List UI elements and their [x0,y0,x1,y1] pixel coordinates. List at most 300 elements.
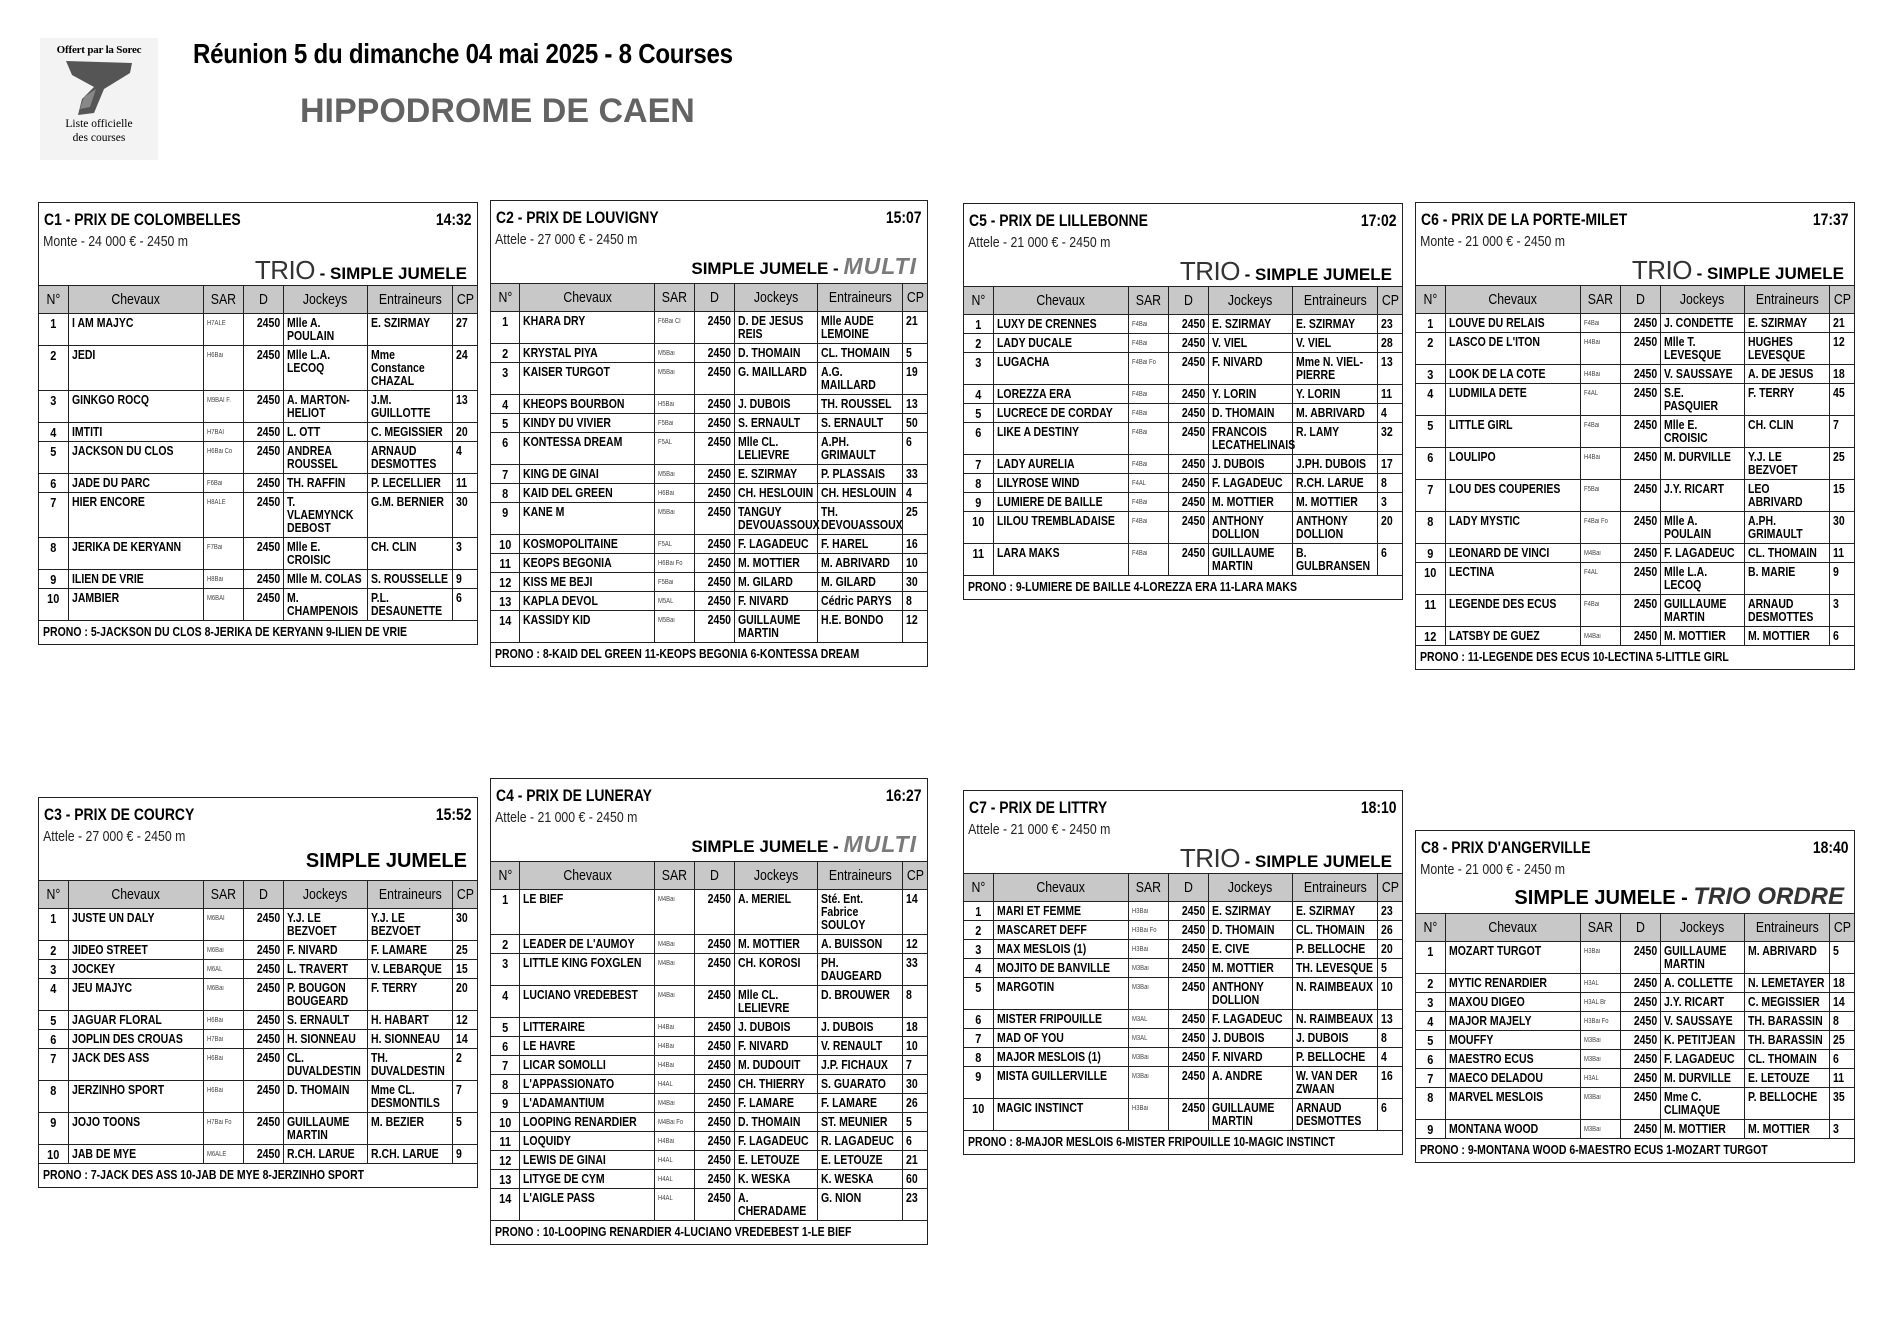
runner-number: 8 [964,474,993,493]
horse-name: LOOK DE LA COTE [1445,365,1580,384]
horse-name: JEU MAJYC [68,979,203,1011]
runner-sar: M4Bai [654,890,694,935]
runner-number: 5 [39,442,68,474]
runner-number: 11 [964,544,993,576]
table-row [1416,993,1854,1012]
col-header-distance: D [695,862,735,890]
runner-sar: M3Bai [1580,1031,1620,1050]
trainer-name: S. ERNAULT [818,414,903,433]
table-row [491,554,927,573]
runner-number: 4 [39,423,68,442]
jockey-name: D. DE JESUS REIS [735,312,818,344]
race-time: 17:37 [1812,210,1848,229]
col-header-num: N° [964,874,993,902]
runner-sar: F4Bai [1580,314,1620,333]
runner-sar: H7ALE [203,314,243,346]
runner-cp: 27 [452,314,477,346]
runner-cp: 2 [452,1049,477,1081]
runner-distance: 2450 [1168,544,1208,576]
horse-name: KANE M [520,503,655,535]
runner-sar: M6ALE [203,1145,243,1164]
horse-name: LUDMILA DETE [1445,384,1580,416]
horse-name: MARGOTIN [993,978,1128,1010]
trainer-name: D. BROUWER [818,986,903,1018]
race-name: C8 - PRIX D'ANGERVILLE [1421,838,1591,857]
runner-number: 4 [964,385,993,404]
col-header-trainer: Entraineurs [1292,287,1377,315]
col-header-jockey: Jockeys [1661,914,1745,942]
bet-type-label: SIMPLE JUMELE [305,850,467,872]
table-row [39,979,477,1011]
race-header [39,798,477,826]
runner-number: 2 [39,941,68,960]
col-header-trainer: Entraineurs [1292,874,1377,902]
race-card-c7 [963,790,1403,1155]
runner-cp: 21 [902,312,927,344]
runner-cp: 4 [1377,1048,1402,1067]
runners-table [1416,285,1854,669]
table-row [964,978,1402,1010]
runner-distance: 2450 [1620,974,1660,993]
bet-types [964,843,1402,873]
runner-number: 10 [964,1099,993,1131]
runner-sar: M6AL [203,960,243,979]
sorec-logo [40,38,158,160]
jockey-name: CH. HESLOUIN [735,484,818,503]
col-header-cp: CP [452,881,477,909]
horse-name: MOZART TURGOT [1445,942,1580,974]
race-time: 14:32 [435,210,471,229]
runner-distance: 2450 [1168,1099,1208,1131]
runner-sar: H6Bai [203,1011,243,1030]
table-row [1416,480,1854,512]
runner-distance: 2450 [243,1113,283,1145]
table-row [1416,1069,1854,1088]
runner-distance: 2450 [243,589,283,621]
jockey-name: D. THOMAIN [735,1113,818,1132]
runner-cp: 6 [1829,627,1854,646]
bet-type-label: TRIO [1179,843,1240,873]
col-header-distance: D [1168,874,1208,902]
horse-name: KEOPS BEGONIA [520,554,655,573]
runner-number: 8 [491,484,520,503]
runner-cp: 30 [902,1075,927,1094]
runner-cp: 20 [1377,940,1402,959]
runner-number: 10 [39,589,68,621]
runner-sar: M3Bai [1128,1048,1168,1067]
runner-distance: 2450 [243,960,283,979]
race-header [491,779,927,807]
trainer-name: P. BELLOCHE [1292,940,1377,959]
trainer-name: H.E. BONDO [818,611,903,643]
runner-sar: F4AL [1580,384,1620,416]
table-row [491,1018,927,1037]
runner-distance: 2450 [1168,940,1208,959]
runner-sar: H6Bai Fo [654,554,694,573]
runner-sar: H6Bai [203,346,243,391]
runner-distance: 2450 [1620,1050,1660,1069]
runner-sar: H4Bai [1580,448,1620,480]
runner-sar: H8ALE [203,493,243,538]
runner-number: 10 [1416,563,1445,595]
runner-cp: 15 [452,960,477,979]
table-row [39,1011,477,1030]
runner-number: 6 [964,1010,993,1029]
table-row [964,1029,1402,1048]
runner-cp: 3 [1377,493,1402,512]
trainer-name: H. SIONNEAU [367,1030,452,1049]
runner-number: 8 [964,1048,993,1067]
horse-name: MISTER FRIPOUILLE [993,1010,1128,1029]
trainer-name: ST. MEUNIER [818,1113,903,1132]
runner-cp: 45 [1829,384,1854,416]
runner-distance: 2450 [1168,902,1208,921]
runner-cp: 18 [902,1018,927,1037]
horse-name: LITYGE DE CYM [520,1170,655,1189]
runner-cp: 33 [902,954,927,986]
horse-name: LITTERAIRE [520,1018,655,1037]
trainer-name: J.M. GUILLOTTE [367,391,452,423]
runner-distance: 2450 [243,570,283,589]
trainer-name: C. MEGISSIER [367,423,452,442]
trainer-name: N. RAIMBEAUX [1292,978,1377,1010]
runner-number: 1 [491,312,520,344]
col-header-cp: CP [902,284,927,312]
col-header-sar: SAR [654,862,694,890]
runner-sar: F4AL [1580,563,1620,595]
table-row [39,474,477,493]
runner-distance: 2450 [1620,563,1660,595]
runner-sar: H3Bai [1128,940,1168,959]
runner-cp: 28 [1377,334,1402,353]
runner-distance: 2450 [243,941,283,960]
runner-number: 9 [491,1094,520,1113]
race-time: 17:02 [1360,211,1396,230]
jockey-name: GUILLAUME MARTIN [1209,1099,1293,1131]
jockey-name: M. MOTTIER [1209,493,1293,512]
table-row [39,314,477,346]
runner-distance: 2450 [695,433,735,465]
trainer-name: E. SZIRMAY [1292,315,1377,334]
horse-name: LARA MAKS [993,544,1128,576]
runner-sar: M3Bai [1580,1050,1620,1069]
runner-number: 1 [39,909,68,941]
table-row [1416,627,1854,646]
table-row [964,959,1402,978]
col-header-sar: SAR [1580,914,1620,942]
horse-name: JAB DE MYE [68,1145,203,1164]
jockey-name: ANTHONY DOLLION [1209,978,1293,1010]
col-header-sar: SAR [1128,287,1168,315]
runner-cp: 21 [1829,314,1854,333]
runner-cp: 8 [1377,474,1402,493]
race-card-c2 [490,200,928,667]
jockey-name: D. THOMAIN [1209,921,1293,940]
runner-distance: 2450 [695,465,735,484]
jockey-name: D. THOMAIN [735,344,818,363]
horse-name: LOOPING RENARDIER [520,1113,655,1132]
col-header-trainer: Entraineurs [367,286,452,314]
runner-distance: 2450 [695,1018,735,1037]
horse-name: LUGACHA [993,353,1128,385]
runner-number: 9 [491,503,520,535]
col-header-num: N° [39,881,68,909]
runner-number: 1 [1416,942,1445,974]
jockey-name: ANTHONY DOLLION [1209,512,1293,544]
runner-distance: 2450 [243,314,283,346]
runner-sar: F6Bai Cl [654,312,694,344]
table-row [964,1010,1402,1029]
table-row [39,423,477,442]
runner-cp: 4 [1377,404,1402,423]
table-row [491,1189,927,1221]
runner-sar: F4Bai Fo [1580,512,1620,544]
trainer-name: M. ABRIVARD [1292,404,1377,423]
jockey-name: M. DURVILLE [1661,1069,1745,1088]
horse-name: KRYSTAL PIYA [520,344,655,363]
col-header-cp: CP [1377,287,1402,315]
trainer-name: Y. LORIN [1292,385,1377,404]
runner-distance: 2450 [1168,512,1208,544]
runner-sar: M6Bai [203,941,243,960]
race-name: C1 - PRIX DE COLOMBELLES [44,210,241,229]
table-row [1416,1120,1854,1139]
runner-distance: 2450 [695,554,735,573]
table-row [1416,595,1854,627]
race-header [964,791,1402,819]
runner-number: 7 [964,455,993,474]
trainer-name: TH. LEVESQUE [1292,959,1377,978]
jockey-name: M. MOTTIER [1209,959,1293,978]
horse-name: LUXY DE CRENNES [993,315,1128,334]
runner-sar: F4Bai [1580,416,1620,448]
runner-distance: 2450 [1168,455,1208,474]
race-card-c3 [38,797,478,1188]
runner-distance: 2450 [695,954,735,986]
runner-distance: 2450 [695,1113,735,1132]
table-row [1416,448,1854,480]
prono-row [39,621,477,645]
trainer-name: N. LEMETAYER [1744,974,1829,993]
runner-cp: 13 [1377,1010,1402,1029]
table-row [1416,974,1854,993]
runner-distance: 2450 [1620,512,1660,544]
table-row [491,1132,927,1151]
jockey-name: V. SAUSSAYE [1661,1012,1745,1031]
col-header-jockey: Jockeys [284,881,368,909]
jockey-name: M. MOTTIER [1661,627,1745,646]
jockey-name: E. CIVE [1209,940,1293,959]
jockey-name: J. DUBOIS [1209,1029,1293,1048]
runner-number: 12 [491,1151,520,1170]
runner-number: 8 [1416,1088,1445,1120]
race-name: C5 - PRIX DE LILLEBONNE [969,211,1148,230]
runner-distance: 2450 [695,1037,735,1056]
horse-name: L'AIGLE PASS [520,1189,655,1221]
trainer-name: M. ABRIVARD [1744,942,1829,974]
col-header-trainer: Entraineurs [367,881,452,909]
jockey-name: ANDREA ROUSSEL [284,442,368,474]
runner-number: 12 [1416,627,1445,646]
jockey-name: CH. THIERRY [735,1075,818,1094]
runner-number: 2 [491,935,520,954]
runner-number: 1 [39,314,68,346]
trainer-name: HUGHES LEVESQUE [1744,333,1829,365]
runner-number: 5 [491,1018,520,1037]
runner-cp: 50 [902,414,927,433]
horse-name: JERZINHO SPORT [68,1081,203,1113]
runner-number: 7 [491,1056,520,1075]
horse-name: MISTA GUILLERVILLE [993,1067,1128,1099]
race-card-c1 [38,202,478,645]
horse-name: MAJOR MAJELY [1445,1012,1580,1031]
jockey-name: T. VLAEMYNCK DEBOST [284,493,368,538]
trainer-name: M. ABRIVARD [818,554,903,573]
table-row [964,353,1402,385]
jockey-name: K. WESKA [735,1170,818,1189]
runner-distance: 2450 [243,391,283,423]
jockey-name: V. VIEL [1209,334,1293,353]
runner-number: 8 [491,1075,520,1094]
runner-sar: H3Bai [1128,1099,1168,1131]
horse-name: JIDEO STREET [68,941,203,960]
trainer-name: A. BUISSON [818,935,903,954]
table-row [491,1037,927,1056]
runner-sar: M4Bai Fo [654,1113,694,1132]
runner-number: 9 [1416,1120,1445,1139]
runner-sar: H8Bai [203,570,243,589]
jockey-name: M. GILARD [735,573,818,592]
table-row [491,484,927,503]
runner-cp: 7 [1829,416,1854,448]
runner-cp: 10 [1377,978,1402,1010]
runner-number: 2 [964,921,993,940]
runner-number: 1 [964,902,993,921]
trainer-name: F. HAREL [818,535,903,554]
trainer-name: TH. BARASSIN [1744,1012,1829,1031]
bet-type-label: - SIMPLE JUMELE [1239,852,1392,871]
runner-sar: H4AL [654,1151,694,1170]
trainer-name: F. LAMARE [367,941,452,960]
trainer-name: G. NION [818,1189,903,1221]
horse-name: LADY AURELIA [993,455,1128,474]
runner-distance: 2450 [1168,404,1208,423]
jockey-name: GUILLAUME MARTIN [1209,544,1293,576]
table-row [964,512,1402,544]
runner-sar: M4Bai [654,1094,694,1113]
table-row [491,1075,927,1094]
jockey-name: P. BOUGON BOUGEARD [284,979,368,1011]
horse-name: KISS ME BEJI [520,573,655,592]
trainer-name: N. RAIMBEAUX [1292,1010,1377,1029]
col-header-num: N° [491,862,520,890]
runner-sar: H4Bai [654,1132,694,1151]
runner-distance: 2450 [695,986,735,1018]
runner-number: 11 [1416,595,1445,627]
jockey-name: Mlle E. CROISIC [284,538,368,570]
col-header-sar: SAR [1128,874,1168,902]
jockey-name: M. CHAMPENOIS [284,589,368,621]
table-header-row [39,286,477,314]
runner-sar: M3Bai [1128,959,1168,978]
table-row [491,573,927,592]
table-row [964,544,1402,576]
horse-name: KAPLA DEVOL [520,592,655,611]
runner-number: 13 [491,592,520,611]
trainer-name: J. DUBOIS [818,1018,903,1037]
horse-name: LE HAVRE [520,1037,655,1056]
jockey-name: CL. DUVALDESTIN [284,1049,368,1081]
runner-sar: M6BAI [203,589,243,621]
table-row [964,385,1402,404]
race-time: 15:52 [435,805,471,824]
race-info: Attele - 21 000 € - 2450 m [968,234,1111,251]
runner-cp: 25 [452,941,477,960]
runner-cp: 30 [452,493,477,538]
runner-sar: H7Bai [203,1030,243,1049]
table-row [964,940,1402,959]
table-row [39,1113,477,1145]
bet-type-label: - SIMPLE JUMELE [314,264,467,283]
runner-number: 4 [39,979,68,1011]
table-header-row [39,881,477,909]
trainer-name: ARNAUD DESMOTTES [367,442,452,474]
trainer-name: ARNAUD DESMOTTES [1744,595,1829,627]
jockey-name: Mlle T. LEVESQUE [1661,333,1745,365]
runner-cp: 9 [452,570,477,589]
table-row [1416,314,1854,333]
jockey-name: Mme C. CLIMAQUE [1661,1088,1745,1120]
table-row [1416,365,1854,384]
runner-distance: 2450 [695,1151,735,1170]
runner-distance: 2450 [695,484,735,503]
horse-name: LUMIERE DE BAILLE [993,493,1128,512]
trainer-name: F. TERRY [1744,384,1829,416]
trainer-name: B. MARIE [1744,563,1829,595]
runner-distance: 2450 [1168,493,1208,512]
trainer-name: Sté. Ent. Fabrice SOULOY [818,890,903,935]
col-header-distance: D [695,284,735,312]
table-row [964,493,1402,512]
horse-name: LICAR SOMOLLI [520,1056,655,1075]
prono-text: PRONO : 9-LUMIERE DE BAILLE 4-LOREZZA ERA 11-LARA MAKS [964,576,1402,600]
runner-number: 9 [39,570,68,589]
jockey-name: A. MARTON-HELIOT [284,391,368,423]
runner-number: 10 [491,1113,520,1132]
runner-number: 1 [964,315,993,334]
runner-distance: 2450 [243,1049,283,1081]
trainer-name: ARNAUD DESMOTTES [1292,1099,1377,1131]
horse-name: L'APPASSIONATO [520,1075,655,1094]
runners-table [491,861,927,1244]
trainer-name: B. GULBRANSEN [1292,544,1377,576]
table-row [491,890,927,935]
runner-distance: 2450 [695,535,735,554]
jockey-name: F. LAGADEUC [735,1132,818,1151]
runner-cp: 11 [1829,544,1854,563]
jockey-name: E. LETOUZE [735,1151,818,1170]
trainer-name: CL. THOMAIN [1744,1050,1829,1069]
runner-number: 7 [964,1029,993,1048]
runner-distance: 2450 [1620,448,1660,480]
horse-name: MARVEL MESLOIS [1445,1088,1580,1120]
runner-cp: 9 [1829,563,1854,595]
runner-cp: 6 [1829,1050,1854,1069]
horse-name: MOUFFY [1445,1031,1580,1050]
racecourse-name: HIPPODROME DE CAEN [300,92,695,130]
runner-distance: 2450 [1168,1067,1208,1099]
horse-name: JERIKA DE KERYANN [68,538,203,570]
